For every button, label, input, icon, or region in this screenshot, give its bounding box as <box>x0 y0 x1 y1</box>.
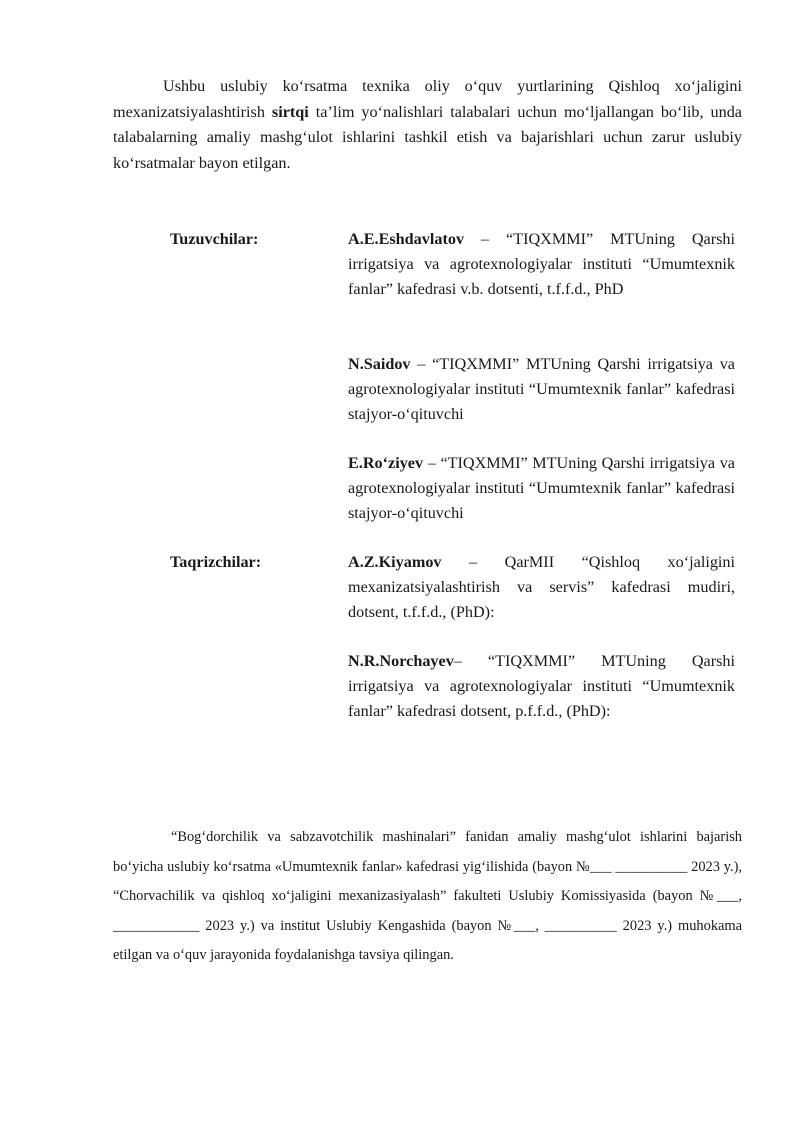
compiler-description: – “TIQXMMI” MTUning Qarshi irrigatsiya va agrotexnologiyalar instituti “Umumtexnik fanlar” kafedrasi stajyor-oʻqituvchi <box>348 454 735 522</box>
compiler-entry <box>348 227 735 302</box>
reviewer-description: – QarMII “Qishloq xoʻjaligini mexanizatsiyalashtirish va servis” kafedrasi mudiri, dotsent, t.f.f.d., (PhD): <box>348 553 735 621</box>
reviewer-description: – “TIQXMMI” MTUning Qarshi irrigatsiya va agrotexnologiyalar instituti “Umumtexnik fanlar” kafedrasi dotsent, p.f.f.d., (PhD): <box>348 652 735 720</box>
intro-text-end: taʼlim yoʻnalishlari talabalari uchun moʻljallangan boʻlib, unda talabalarning amaliy mashgʻulot ishlarini tashkil etish va bajarishlari uchun zarur uslubiy koʻrsatmalar bayon etilgan. <box>113 102 742 172</box>
compiler-entry <box>348 352 735 427</box>
compiler-description: – “TIQXMMI” MTUning Qarshi irrigatsiya va agrotexnologiyalar instituti “Umumtexnik fanlar” kafedrasi v.b. dotsenti, t.f.f.d., PhD <box>348 230 735 298</box>
reviewer-name: N.R.Norchayev <box>348 652 454 670</box>
intro-paragraph <box>113 74 742 176</box>
intro-bold-word: sirtqi <box>271 102 309 121</box>
reviewers-label: Taqrizchilar: <box>170 553 262 571</box>
intro-text-start: Ushbu uslubiy koʻrsatma texnika oliy oʻquv yurtlarining Qishloq xoʻjaligini mexanizatsiyalashtirish <box>113 77 742 121</box>
compilers-label: Tuzuvchilar: <box>170 230 259 248</box>
compiler-description: – “TIQXMMI” MTUning Qarshi irrigatsiya va agrotexnologiyalar instituti “Umumtexnik fanlar” kafedrasi stajyor-oʻqituvchi <box>348 355 735 423</box>
compiler-entry <box>348 451 735 526</box>
reviewer-name: A.Z.Kiyamov <box>348 553 442 571</box>
compiler-name: A.E.Eshdavlatov <box>348 230 465 248</box>
compiler-name: E.Roʻziyev <box>348 454 424 472</box>
approval-paragraph: “Bogʻdorchilik va sabzavotchilik mashinalari” fanidan amaliy mashgʻulot ishlarini bajarish boʻyicha uslubiy koʻrsatma «Umumtexnik fanlar» kafedrasi yigʻilishida (bayon №___ __________ 2023 y.), “Chorvachilik va qishloq xoʻjaligini mexanizasiyalash” fakulteti Uslubiy Komissiyasida (bayon №___, ____________ 2023 y.) va institut Uslubiy Kengashida (bayon №___, __________ 2023 y.) muhokama etilgan va oʻquv jarayonida foydalanishga tavsiya qilingan. <box>113 829 742 963</box>
reviewer-entry <box>348 649 735 724</box>
compiler-name: N.Saidov <box>348 355 411 373</box>
reviewer-entry <box>348 550 735 625</box>
